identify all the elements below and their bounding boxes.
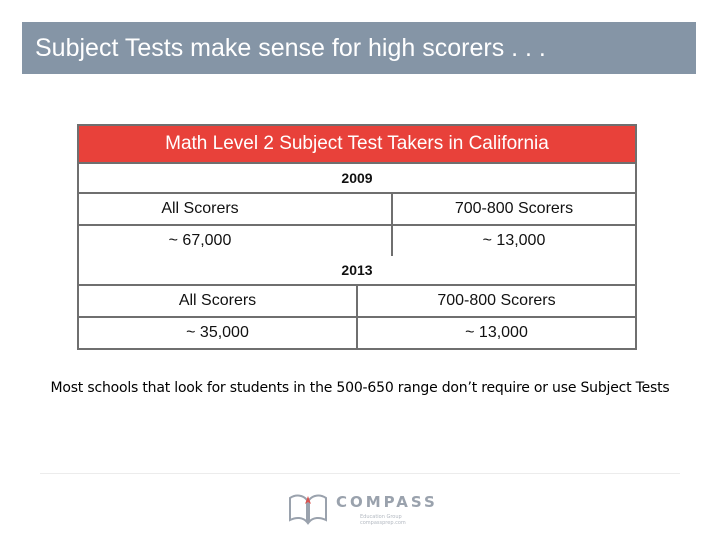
table-row [79, 286, 635, 318]
table-cell: All Scorers [79, 194, 393, 224]
table-header: Math Level 2 Subject Test Takers in California [79, 126, 635, 164]
table-cell: All Scorers [79, 286, 358, 316]
year-row-2009: 2009 [79, 164, 635, 194]
table-row [79, 226, 635, 256]
table-cell: ~ 13,000 [465, 324, 528, 341]
open-book-icon [286, 492, 330, 526]
logo-subtext-line: Education Group [360, 514, 402, 520]
footer-divider [40, 473, 680, 474]
footnote-caption: Most schools that look for students in the 500-650 range don’t require or use Subject Tests [50, 380, 670, 396]
table-cell: ~ 35,000 [79, 318, 358, 348]
table-row [79, 194, 635, 226]
table-cell: 700-800 Scorers [437, 292, 556, 309]
year-row-2013: 2013 [79, 256, 635, 286]
compass-logo [286, 488, 456, 532]
table-cell: ~ 67,000 [79, 226, 393, 256]
table-cell: ~ 13,000 [482, 232, 546, 249]
data-table [77, 124, 637, 350]
table-cell: 700-800 Scorers [454, 200, 574, 217]
logo-wordmark: COMPASS [336, 493, 438, 511]
table-row [79, 318, 635, 348]
logo-subtext-line: compassprep.com [360, 520, 406, 526]
logo-subtext [360, 514, 406, 526]
slide-title: Subject Tests make sense for high scorers . . . [22, 22, 696, 74]
